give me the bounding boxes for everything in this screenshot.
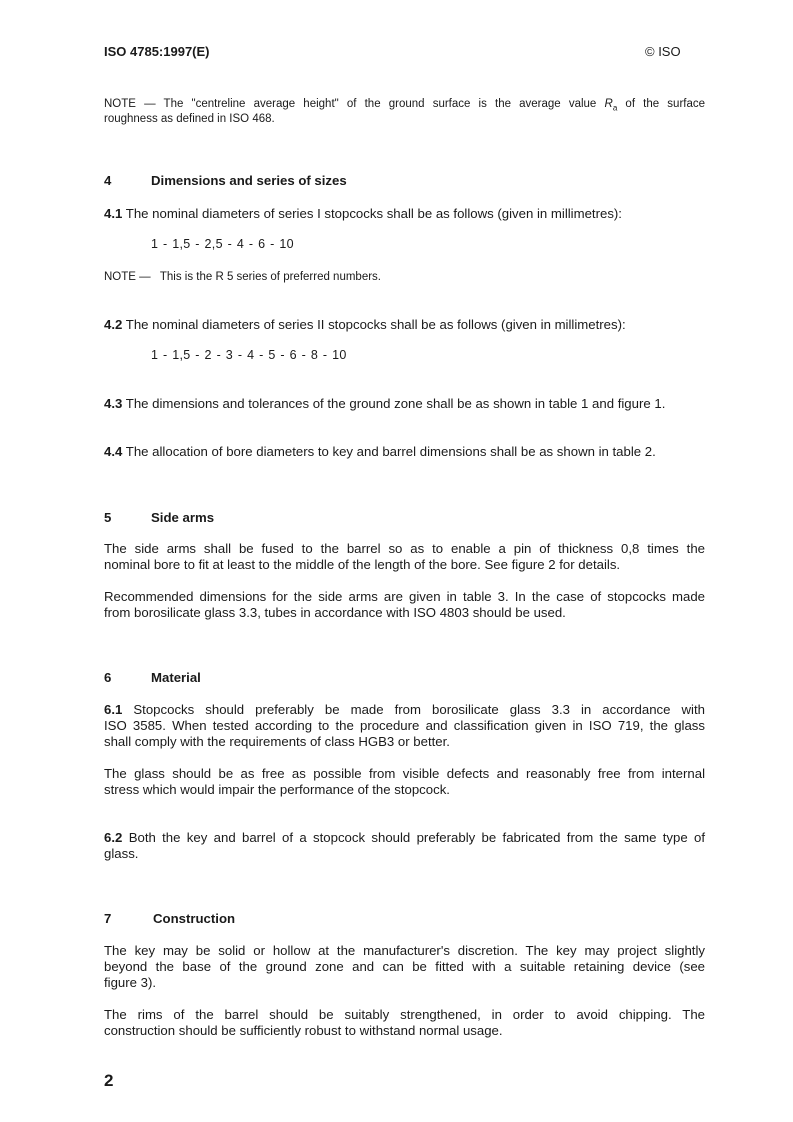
note-prefix: NOTE —	[104, 98, 156, 110]
note-r5-text: This is the R 5 series of preferred numbers.	[159, 271, 381, 283]
document-id: ISO 4785:1997(E)	[104, 44, 210, 59]
side-arms-p2-l1: Recommended dimensions for the side arms are given in table 3. In the case of stopcocks made	[104, 589, 705, 604]
construction-p1-l1: The key may be solid or hollow at the manufacturer's discretion. The key may project slightly	[104, 943, 705, 958]
section-7-number: 7	[104, 911, 112, 926]
page-number: 2	[104, 1071, 114, 1090]
clause-4-4-text: The allocation of bore diameters to key and barrel dimensions shall be as shown in table 2.	[125, 444, 656, 459]
glass-p2-l1: The glass should be as free as possible from visible defects and reasonably free from internal	[104, 766, 705, 781]
clause-6-2-l2: glass.	[104, 846, 139, 861]
symbol-r: R	[604, 98, 613, 110]
clause-4-1-text: The nominal diameters of series I stopcocks shall be as follows (given in millimetres):	[125, 206, 622, 221]
clause-4-4	[104, 444, 705, 460]
clause-4-1	[104, 206, 705, 222]
side-arms-p2-l2: from borosilicate glass 3.3, tubes in accordance with ISO 4803 should be used.	[104, 605, 566, 620]
note-line2: roughness as defined in ISO 468.	[104, 113, 275, 125]
series-2-values: 1 - 1,5 - 2 - 3 - 4 - 5 - 6 - 8 - 10	[151, 348, 347, 362]
construction-p1-l3: figure 3).	[104, 975, 157, 990]
section-6-title: Material	[151, 670, 201, 685]
clause-4-3-number: 4.3	[104, 396, 123, 411]
clause-6-1-line1	[104, 702, 705, 718]
side-arms-p1-l1: The side arms shall be fused to the barrel so as to enable a pin of thickness 0,8 times the	[104, 541, 705, 556]
section-5-number: 5	[104, 510, 112, 525]
clause-4-2-text: The nominal diameters of series II stopcocks shall be as follows (given in millimetres):	[125, 317, 626, 332]
clause-6-2-number: 6.2	[104, 830, 123, 845]
construction-p2-l1: The rims of the barrel should be suitably strengthened, in order to avoid chipping. The	[104, 1007, 705, 1022]
section-4-number: 4	[104, 173, 112, 188]
clause-6-1-l2: ISO 3585. When tested according to the procedure and classification given in ISO 719, the glass	[104, 718, 705, 733]
note-text-after: of the surface	[625, 98, 706, 110]
note-r5	[104, 269, 381, 285]
clause-4-2	[104, 317, 705, 333]
section-6-number: 6	[104, 670, 112, 685]
clause-4-4-number: 4.4	[104, 444, 123, 459]
clause-4-3-text: The dimensions and tolerances of the ground zone shall be as shown in table 1 and figure 1.	[125, 396, 666, 411]
section-5-title: Side arms	[151, 510, 215, 525]
note-r5-prefix: NOTE —	[104, 271, 151, 283]
clause-6-1-l1: Stopcocks should preferably be made from borosilicate glass 3.3 in accordance with	[133, 702, 705, 717]
clause-4-3	[104, 396, 705, 412]
clause-6-1-number: 6.1	[104, 702, 123, 717]
note-text-before: The "centreline average height" of the ground surface is the average value	[163, 98, 597, 110]
clause-6-1-l3: shall comply with the requirements of class HGB3 or better.	[104, 734, 450, 749]
series-1-values: 1 - 1,5 - 2,5 - 4 - 6 - 10	[151, 237, 294, 251]
section-7-title: Construction	[153, 911, 236, 926]
clause-4-1-number: 4.1	[104, 206, 123, 221]
clause-6-2-l1: Both the key and barrel of a stopcock should preferably be fabricated from the same type of	[128, 830, 705, 845]
symbol-sub: a	[612, 103, 618, 113]
section-4-title: Dimensions and series of sizes	[151, 173, 347, 188]
copyright: © ISO	[645, 44, 681, 59]
side-arms-p1-l2: nominal bore to fit at least to the middle of the length of the bore. See figure 2 for details.	[104, 557, 621, 572]
clause-6-2-line1	[104, 830, 705, 846]
glass-p2-l2: stress which would impair the performance of the stopcock.	[104, 782, 450, 797]
construction-p2-l2: construction should be sufficiently robust to withstand normal usage.	[104, 1023, 503, 1038]
construction-p1-l2: beyond the base of the ground zone and can be fitted with a suitable retaining device (see	[104, 959, 705, 974]
clause-4-2-number: 4.2	[104, 317, 123, 332]
